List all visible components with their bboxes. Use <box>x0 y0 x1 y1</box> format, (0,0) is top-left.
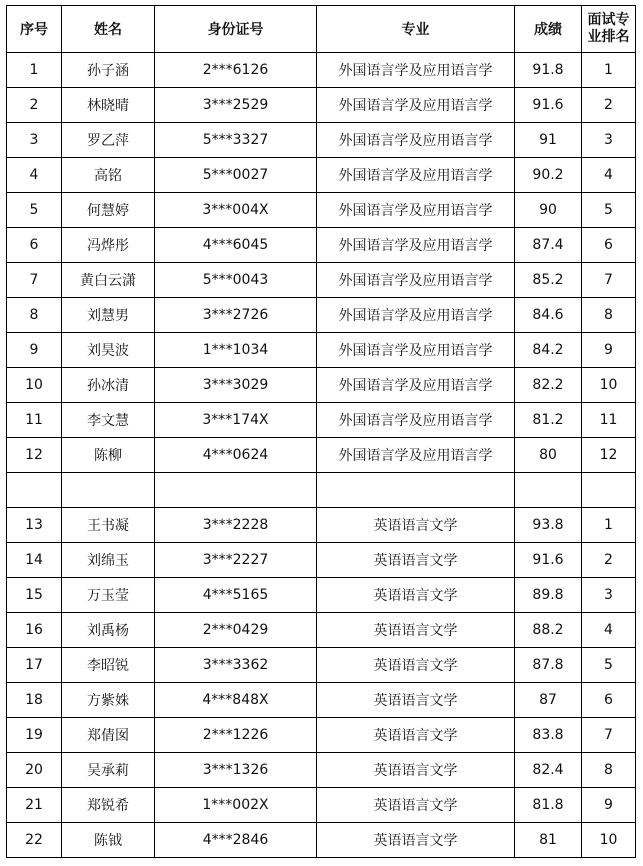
cell-id: 2***6126 <box>155 53 317 88</box>
cell-seq: 22 <box>7 823 62 858</box>
table-row <box>7 333 636 368</box>
cell-seq: 18 <box>7 683 62 718</box>
cell-rank: 2 <box>582 543 636 578</box>
cell-id: 5***0043 <box>155 263 317 298</box>
cell-seq: 21 <box>7 788 62 823</box>
cell-seq: 10 <box>7 368 62 403</box>
cell-score: 80 <box>515 438 582 473</box>
cell-major: 外国语言学及应用语言学 <box>317 193 515 228</box>
table-row <box>7 613 636 648</box>
cell-score: 81.2 <box>515 403 582 438</box>
cell-major: 外国语言学及应用语言学 <box>317 438 515 473</box>
cell-rank: 9 <box>582 333 636 368</box>
table-row <box>7 753 636 788</box>
table-row <box>7 788 636 823</box>
cell-score: 91.8 <box>515 53 582 88</box>
cell-id: 5***3327 <box>155 123 317 158</box>
cell-major: 外国语言学及应用语言学 <box>317 298 515 333</box>
cell-name: 黄白云潇 <box>62 263 155 298</box>
cell-major: 外国语言学及应用语言学 <box>317 403 515 438</box>
cell-id: 3***1326 <box>155 753 317 788</box>
cell-id: 4***2846 <box>155 823 317 858</box>
cell-name: 郑倩囡 <box>62 718 155 753</box>
cell-major: 外国语言学及应用语言学 <box>317 263 515 298</box>
cell-score: 82.2 <box>515 368 582 403</box>
table-row <box>7 683 636 718</box>
cell-seq: 14 <box>7 543 62 578</box>
cell-rank: 2 <box>582 88 636 123</box>
cell-seq: 17 <box>7 648 62 683</box>
cell-rank: 7 <box>582 263 636 298</box>
header-id: 身份证号 <box>155 6 317 53</box>
cell-name: 孙子涵 <box>62 53 155 88</box>
cell-id: 1***002X <box>155 788 317 823</box>
header-name: 姓名 <box>62 6 155 53</box>
cell-rank: 4 <box>582 613 636 648</box>
cell-score: 83.8 <box>515 718 582 753</box>
cell-rank: 6 <box>582 228 636 263</box>
table-row <box>7 158 636 193</box>
cell-id: 3***2726 <box>155 298 317 333</box>
cell-seq: 2 <box>7 88 62 123</box>
cell-rank: 8 <box>582 753 636 788</box>
cell-major: 外国语言学及应用语言学 <box>317 368 515 403</box>
cell-major: 外国语言学及应用语言学 <box>317 123 515 158</box>
cell-id: 3***174X <box>155 403 317 438</box>
cell-id: 4***0624 <box>155 438 317 473</box>
cell-score: 93.8 <box>515 508 582 543</box>
cell-seq: 15 <box>7 578 62 613</box>
cell-score: 91.6 <box>515 88 582 123</box>
empty-cell <box>7 473 62 508</box>
cell-name: 方紫姝 <box>62 683 155 718</box>
table-row <box>7 53 636 88</box>
cell-name: 陈钺 <box>62 823 155 858</box>
cell-id: 3***2529 <box>155 88 317 123</box>
table-row <box>7 403 636 438</box>
cell-score: 85.2 <box>515 263 582 298</box>
cell-rank: 10 <box>582 368 636 403</box>
cell-major: 外国语言学及应用语言学 <box>317 88 515 123</box>
cell-rank: 11 <box>582 403 636 438</box>
cell-score: 91 <box>515 123 582 158</box>
table-row <box>7 508 636 543</box>
cell-seq: 19 <box>7 718 62 753</box>
table-row <box>7 368 636 403</box>
table-row <box>7 823 636 858</box>
cell-major: 英语语言文学 <box>317 753 515 788</box>
cell-score: 81.8 <box>515 788 582 823</box>
results-table <box>6 5 636 858</box>
cell-rank: 1 <box>582 508 636 543</box>
cell-major: 英语语言文学 <box>317 578 515 613</box>
cell-name: 林晓晴 <box>62 88 155 123</box>
table-row <box>7 718 636 753</box>
cell-name: 吴承莉 <box>62 753 155 788</box>
cell-name: 冯烨彤 <box>62 228 155 263</box>
cell-major: 外国语言学及应用语言学 <box>317 53 515 88</box>
header-row <box>7 6 636 53</box>
cell-name: 孙冰清 <box>62 368 155 403</box>
table-row <box>7 298 636 333</box>
table-row <box>7 193 636 228</box>
table-row <box>7 88 636 123</box>
table-body <box>7 53 636 858</box>
cell-score: 84.2 <box>515 333 582 368</box>
cell-rank: 8 <box>582 298 636 333</box>
cell-major: 英语语言文学 <box>317 683 515 718</box>
cell-seq: 8 <box>7 298 62 333</box>
cell-name: 万玉莹 <box>62 578 155 613</box>
cell-id: 3***3029 <box>155 368 317 403</box>
cell-name: 罗乙萍 <box>62 123 155 158</box>
table-row <box>7 263 636 298</box>
empty-cell <box>582 473 636 508</box>
cell-seq: 20 <box>7 753 62 788</box>
cell-rank: 4 <box>582 158 636 193</box>
cell-id: 1***1034 <box>155 333 317 368</box>
table-row <box>7 438 636 473</box>
table-row <box>7 578 636 613</box>
cell-rank: 10 <box>582 823 636 858</box>
cell-id: 3***2228 <box>155 508 317 543</box>
empty-cell <box>317 473 515 508</box>
cell-score: 88.2 <box>515 613 582 648</box>
cell-id: 3***004X <box>155 193 317 228</box>
empty-cell <box>515 473 582 508</box>
cell-seq: 7 <box>7 263 62 298</box>
cell-major: 外国语言学及应用语言学 <box>317 228 515 263</box>
cell-score: 84.6 <box>515 298 582 333</box>
cell-name: 李昭锐 <box>62 648 155 683</box>
cell-score: 87.8 <box>515 648 582 683</box>
table-row <box>7 543 636 578</box>
cell-major: 英语语言文学 <box>317 788 515 823</box>
cell-rank: 6 <box>582 683 636 718</box>
cell-seq: 9 <box>7 333 62 368</box>
table-row <box>7 123 636 158</box>
header-score: 成绩 <box>515 6 582 53</box>
cell-major: 外国语言学及应用语言学 <box>317 333 515 368</box>
cell-name: 高铭 <box>62 158 155 193</box>
cell-seq: 13 <box>7 508 62 543</box>
cell-id: 2***0429 <box>155 613 317 648</box>
cell-major: 英语语言文学 <box>317 508 515 543</box>
cell-major: 外国语言学及应用语言学 <box>317 158 515 193</box>
cell-score: 87 <box>515 683 582 718</box>
cell-id: 4***5165 <box>155 578 317 613</box>
cell-rank: 3 <box>582 123 636 158</box>
cell-id: 3***2227 <box>155 543 317 578</box>
cell-major: 英语语言文学 <box>317 648 515 683</box>
cell-seq: 3 <box>7 123 62 158</box>
cell-score: 89.8 <box>515 578 582 613</box>
cell-score: 82.4 <box>515 753 582 788</box>
cell-seq: 5 <box>7 193 62 228</box>
cell-name: 郑锐希 <box>62 788 155 823</box>
cell-major: 英语语言文学 <box>317 823 515 858</box>
empty-cell <box>62 473 155 508</box>
cell-seq: 12 <box>7 438 62 473</box>
group-separator-row <box>7 473 636 508</box>
cell-major: 英语语言文学 <box>317 543 515 578</box>
cell-rank: 9 <box>582 788 636 823</box>
table-row <box>7 648 636 683</box>
cell-id: 4***848X <box>155 683 317 718</box>
cell-seq: 4 <box>7 158 62 193</box>
cell-name: 刘昊波 <box>62 333 155 368</box>
cell-id: 2***1226 <box>155 718 317 753</box>
cell-seq: 16 <box>7 613 62 648</box>
cell-id: 5***0027 <box>155 158 317 193</box>
cell-rank: 3 <box>582 578 636 613</box>
cell-name: 刘禹杨 <box>62 613 155 648</box>
cell-score: 90 <box>515 193 582 228</box>
cell-score: 81 <box>515 823 582 858</box>
header-seq: 序号 <box>7 6 62 53</box>
cell-name: 刘绵玉 <box>62 543 155 578</box>
header-major: 专业 <box>317 6 515 53</box>
cell-name: 刘慧男 <box>62 298 155 333</box>
cell-name: 王书凝 <box>62 508 155 543</box>
cell-id: 4***6045 <box>155 228 317 263</box>
cell-score: 90.2 <box>515 158 582 193</box>
cell-name: 陈柳 <box>62 438 155 473</box>
cell-score: 87.4 <box>515 228 582 263</box>
table-row <box>7 228 636 263</box>
cell-seq: 1 <box>7 53 62 88</box>
cell-id: 3***3362 <box>155 648 317 683</box>
header-rank: 面试专业排名 <box>582 6 636 53</box>
cell-major: 英语语言文学 <box>317 613 515 648</box>
empty-cell <box>155 473 317 508</box>
cell-name: 何慧婷 <box>62 193 155 228</box>
cell-rank: 5 <box>582 648 636 683</box>
cell-name: 李文慧 <box>62 403 155 438</box>
cell-rank: 12 <box>582 438 636 473</box>
cell-rank: 1 <box>582 53 636 88</box>
cell-seq: 11 <box>7 403 62 438</box>
cell-score: 91.6 <box>515 543 582 578</box>
cell-seq: 6 <box>7 228 62 263</box>
cell-rank: 7 <box>582 718 636 753</box>
cell-rank: 5 <box>582 193 636 228</box>
cell-major: 英语语言文学 <box>317 718 515 753</box>
